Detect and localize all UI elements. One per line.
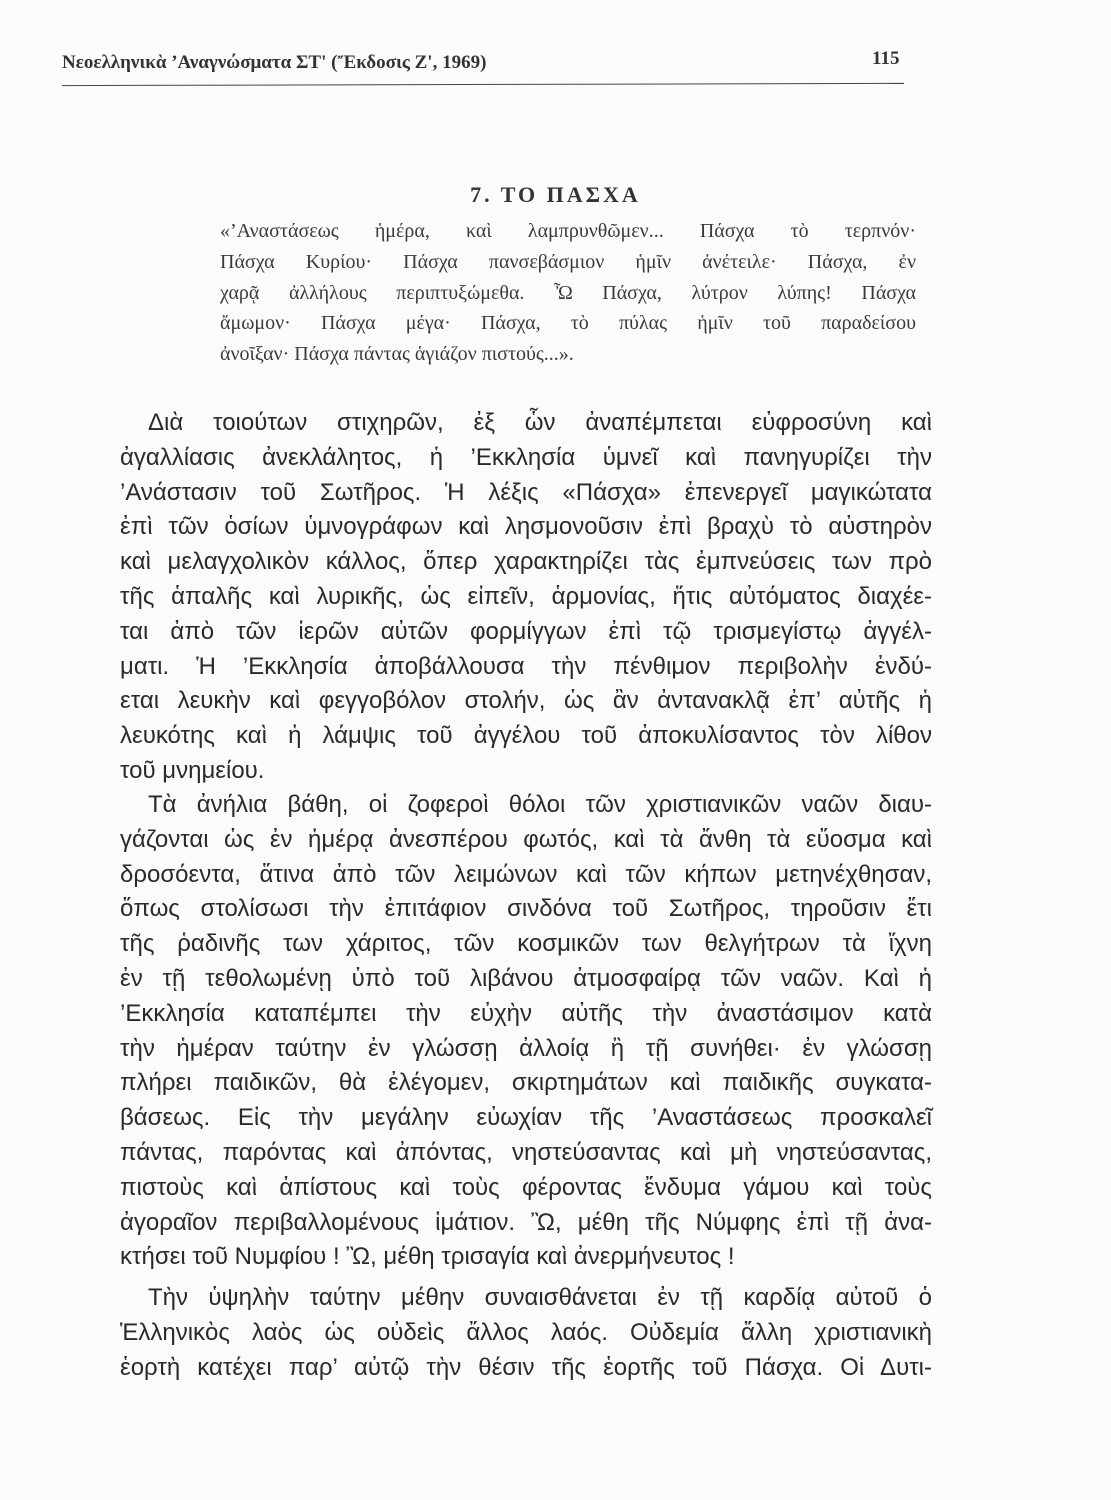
paragraph-line: τῆς ἁπαλῆς καὶ λυρικῆς, ὡς εἰπεῖν, ἁρμονίας, ἥτις αὐτόματος διαχέε- <box>120 583 932 610</box>
paragraph-line: τὴν ἡμέραν ταύτην ἐν γλώσσῃ ἀλλοίᾳ ἢ τῇ συνήθει· ἐν γλώσσῃ <box>120 1034 932 1062</box>
paragraph-line: Τὰ ἀνήλια βάθη, οἱ ζοφεροὶ θόλοι τῶν χριστιανικῶν ναῶν διαυ- <box>148 791 932 818</box>
paragraph-line: τοῦ μνημείου. <box>120 757 265 784</box>
page-number: 115 <box>872 48 900 69</box>
quote-line: ἄμωμον· Πάσχα μέγα· Πάσχα, τὸ πύλας ἡμῖν τοῦ παραδείσου <box>220 312 916 335</box>
quote-line: «’Αναστάσεως ἡμέρα, καὶ λαμπρυνθῶμεν... Πάσχα τὸ τερπνόν· <box>220 220 916 242</box>
paragraph-line: ται ἀπὸ τῶν ἱερῶν αὐτῶν φορμίγγων ἐπὶ τῷ τρισμεγίστῳ ἀγγέλ- <box>120 617 932 645</box>
running-title: Νεοελληνικὰ ’Αναγνώσματα ΣΤ' (Ἔκδοσις Ζ', 1969) <box>62 52 487 73</box>
quote-line: χαρᾷ ἀλλήλους περιπτυξώμεθα. Ὦ Πάσχα, λύτρον λύπης! Πάσχα <box>220 281 916 304</box>
header-rule <box>62 83 904 86</box>
paragraph-line: Ἑλληνικὸς λαὸς ὡς οὐδεὶς ἄλλος λαός. Οὐδεμία ἄλλη χριστιανικὴ <box>120 1318 932 1346</box>
paragraph-line: ἐπὶ τῶν ὁσίων ὑμνογράφων καὶ λησμονοῦσιν ἐπὶ βραχὺ τὸ αὐστηρὸν <box>120 513 932 541</box>
paragraph-line: πάντας, παρόντας καὶ ἀπόντας, νηστεύσαντας καὶ μὴ νηστεύσαντας, <box>120 1139 932 1166</box>
paragraph-line: ἀγοραῖον περιβαλλομένους ἱμάτιον. Ὢ, μέθη τῆς Νύμφης ἐπὶ τῇ ἀνα- <box>120 1208 932 1236</box>
paragraph-line: ἐν τῇ τεθολωμένῃ ὑπὸ τοῦ λιβάνου ἀτμοσφαίρᾳ τῶν ναῶν. Καὶ ἡ <box>120 965 932 992</box>
paragraph-line: Τὴν ὑψηλὴν ταύτην μέθην συναισθάνεται ἐν τῇ καρδίᾳ αὐτοῦ ὁ <box>148 1284 932 1311</box>
paragraph-line: καὶ μελαγχολικὸν κάλλος, ὅπερ χαρακτηρίζει τὰς ἐμπνεύσεις των πρὸ <box>120 548 932 576</box>
paragraph-line: Διὰ τοιούτων στιχηρῶν, ἐξ ὧν ἀναπέμπεται εὐφροσύνη καὶ <box>148 409 932 436</box>
quote-line: ἀνοῖξαν· Πάσχα πάντας ἁγιάζον πιστούς...». <box>220 343 574 366</box>
paragraph-line: πιστοὺς καὶ ἀπίστους καὶ τοὺς φέροντας ἔνδυμα γάμου καὶ τοὺς <box>120 1173 932 1201</box>
paragraph-line: ματι. Ἡ ’Εκκλησία ἀποβάλλουσα τὴν πένθιμον περιβολὴν ἐνδύ- <box>120 652 932 680</box>
paragraph-line: τῆς ῥαδινῆς των χάριτος, τῶν κοσμικῶν των θελγήτρων τὰ ἴχνη <box>120 930 932 958</box>
paragraph-line: βάσεως. Εἰς τὴν μεγάλην εὐωχίαν τῆς ’Αναστάσεως προσκαλεῖ <box>120 1104 932 1132</box>
paragraph-line: ἑορτὴ κατέχει παρ’ αὐτῷ τὴν θέσιν τῆς ἑορτῆς τοῦ Πάσχα. Οἱ Δυτι- <box>120 1353 932 1381</box>
chapter-title: 7. ΤΟ ΠΑΣΧΑ <box>470 182 641 207</box>
paragraph-line: δροσόεντα, ἅτινα ἀπὸ τῶν λειμώνων καὶ τῶν κήπων μετηνέχθησαν, <box>120 860 932 888</box>
paragraph-line: ἀγαλλίασις ἀνεκλάλητος, ἡ ’Εκκλησία ὑμνεῖ καὶ πανηγυρίζει τὴν <box>120 443 932 471</box>
paragraph-line: ’Ανάστασιν τοῦ Σωτῆρος. Ἡ λέξις «Πάσχα» ἐπενεργεῖ μαγικώτατα <box>120 478 932 506</box>
paragraph-line: λευκότης καὶ ἡ λάμψις τοῦ ἀγγέλου τοῦ ἀποκυλίσαντος τὸν λίθον <box>120 722 932 750</box>
paragraph-line: πλήρει παιδικῶν, θὰ ἐλέγομεν, σκιρτημάτων καὶ παιδικῆς συγκατα- <box>120 1069 932 1097</box>
paragraph-line: εται λευκὴν καὶ φεγγοβόλον στολήν, ὡς ἂν ἀντανακλᾷ ἐπ’ αὐτῆς ἡ <box>120 687 932 715</box>
paragraph-line: ὅπως στολίσωσι τὴν ἐπιτάφιον σινδόνα τοῦ Σωτῆρος, τηροῦσιν ἔτι <box>120 895 932 923</box>
paragraph-line: κτήσει τοῦ Νυμφίου ! Ὢ, μέθη τρισαγία καὶ ἀνερμήνευτος ! <box>120 1243 735 1271</box>
paragraph-line: γάζονται ὡς ἐν ἡμέρᾳ ἀνεσπέρου φωτός, καὶ τὰ ἄνθη τὰ εὔοσμα καὶ <box>120 825 932 853</box>
paragraph-line: ’Εκκλησία καταπέμπει τὴν εὐχὴν αὐτῆς τὴν ἀναστάσιμον κατὰ <box>120 999 932 1027</box>
quote-line: Πάσχα Κυρίου· Πάσχα πανσεβάσμιον ἡμῖν ἀνέτειλε· Πάσχα, ἐν <box>220 250 916 273</box>
